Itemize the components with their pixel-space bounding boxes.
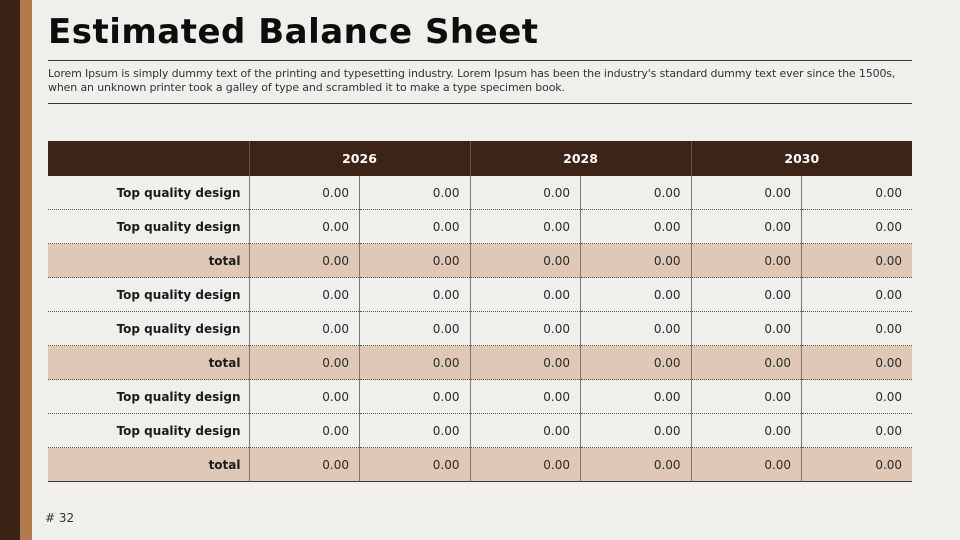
- year-header-2026: 2026: [249, 141, 470, 176]
- value-cell: 0.00: [802, 244, 913, 278]
- total-row: [48, 448, 912, 482]
- value-cell: 0.00: [691, 448, 802, 482]
- table-header-row: [48, 141, 912, 176]
- year-header-2028: 2028: [470, 141, 691, 176]
- value-cell: 0.00: [802, 210, 913, 244]
- table-row: [48, 176, 912, 210]
- value-cell: 0.00: [249, 176, 360, 210]
- row-label: Top quality design: [48, 176, 249, 210]
- value-cell: 0.00: [470, 278, 581, 312]
- value-cell: 0.00: [360, 278, 471, 312]
- value-cell: 0.00: [360, 312, 471, 346]
- value-cell: 0.00: [249, 380, 360, 414]
- value-cell: 0.00: [581, 210, 692, 244]
- value-cell: 0.00: [802, 278, 913, 312]
- value-cell: 0.00: [802, 414, 913, 448]
- value-cell: 0.00: [581, 448, 692, 482]
- value-cell: 0.00: [691, 414, 802, 448]
- value-cell: 0.00: [802, 312, 913, 346]
- value-cell: 0.00: [581, 244, 692, 278]
- table-body: [48, 176, 912, 482]
- total-row: [48, 346, 912, 380]
- value-cell: 0.00: [691, 380, 802, 414]
- value-cell: 0.00: [470, 244, 581, 278]
- value-cell: 0.00: [470, 346, 581, 380]
- value-cell: 0.00: [581, 312, 692, 346]
- row-label: Top quality design: [48, 414, 249, 448]
- table-row: [48, 414, 912, 448]
- total-row: [48, 244, 912, 278]
- value-cell: 0.00: [249, 448, 360, 482]
- slide-description: Lorem Ipsum is simply dummy text of the printing and typesetting industry. Lorem Ipsum has been the industry's standard dummy text ever since the 1500s, when an unknown printer took a galley of type and scrambled it to make a type specimen book.: [48, 67, 896, 94]
- value-cell: 0.00: [470, 380, 581, 414]
- value-cell: 0.00: [802, 448, 913, 482]
- value-cell: 0.00: [360, 448, 471, 482]
- value-cell: 0.00: [470, 448, 581, 482]
- value-cell: 0.00: [249, 414, 360, 448]
- value-cell: 0.00: [802, 176, 913, 210]
- value-cell: 0.00: [581, 380, 692, 414]
- row-label: Top quality design: [48, 312, 249, 346]
- value-cell: 0.00: [470, 414, 581, 448]
- year-header-2030: 2030: [691, 141, 912, 176]
- value-cell: 0.00: [360, 244, 471, 278]
- page-number: # 32: [45, 511, 75, 525]
- value-cell: 0.00: [360, 380, 471, 414]
- value-cell: 0.00: [470, 176, 581, 210]
- value-cell: 0.00: [802, 346, 913, 380]
- table-row: [48, 278, 912, 312]
- value-cell: 0.00: [802, 380, 913, 414]
- value-cell: 0.00: [360, 210, 471, 244]
- value-cell: 0.00: [691, 176, 802, 210]
- row-label: Top quality design: [48, 380, 249, 414]
- value-cell: 0.00: [691, 346, 802, 380]
- value-cell: 0.00: [691, 278, 802, 312]
- value-cell: 0.00: [470, 312, 581, 346]
- title-divider-bottom: [48, 103, 912, 104]
- balance-sheet-table: [48, 141, 912, 482]
- value-cell: 0.00: [581, 346, 692, 380]
- row-label: Top quality design: [48, 278, 249, 312]
- value-cell: 0.00: [470, 210, 581, 244]
- value-cell: 0.00: [249, 346, 360, 380]
- row-label: total: [48, 346, 249, 380]
- side-accent-bar-light: [20, 0, 32, 540]
- value-cell: 0.00: [691, 312, 802, 346]
- value-cell: 0.00: [249, 312, 360, 346]
- value-cell: 0.00: [249, 210, 360, 244]
- value-cell: 0.00: [360, 346, 471, 380]
- value-cell: 0.00: [360, 176, 471, 210]
- value-cell: 0.00: [581, 176, 692, 210]
- value-cell: 0.00: [249, 244, 360, 278]
- value-cell: 0.00: [581, 414, 692, 448]
- table-row: [48, 380, 912, 414]
- value-cell: 0.00: [360, 414, 471, 448]
- row-label: total: [48, 244, 249, 278]
- table-row: [48, 312, 912, 346]
- row-label: Top quality design: [48, 210, 249, 244]
- slide-title: Estimated Balance Sheet: [48, 12, 539, 52]
- value-cell: 0.00: [249, 278, 360, 312]
- side-accent-bar-dark: [0, 0, 20, 540]
- value-cell: 0.00: [691, 210, 802, 244]
- table-row: [48, 210, 912, 244]
- title-divider-top: [48, 60, 912, 61]
- header-corner-cell: [48, 141, 249, 176]
- row-label: total: [48, 448, 249, 482]
- value-cell: 0.00: [691, 244, 802, 278]
- value-cell: 0.00: [581, 278, 692, 312]
